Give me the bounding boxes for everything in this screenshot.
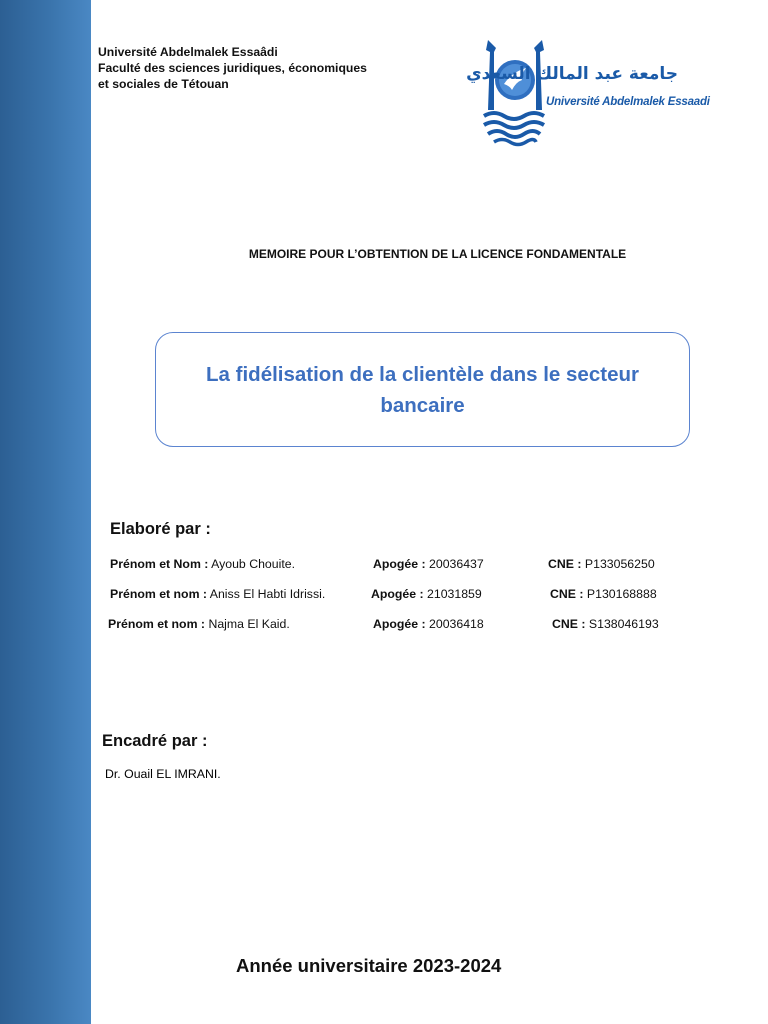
cne-value: P133056250 — [581, 557, 655, 571]
student-name-row — [110, 587, 325, 601]
cne-label: CNE : — [552, 617, 586, 631]
university-name: Université Abdelmalek Essaâdi — [98, 45, 278, 59]
encadre-heading: Encadré par : — [102, 732, 208, 750]
apogee-value: 20036437 — [425, 557, 484, 571]
elabore-heading: Elaboré par : — [110, 520, 211, 538]
logo-french-text: Université Abdelmalek Essaadi — [546, 96, 710, 108]
student-name: Ayoub Chouite. — [208, 557, 295, 571]
apogee-label: Apogée : — [371, 587, 424, 601]
logo-arabic-text: جامعة عبد المالك السعدي — [466, 64, 678, 84]
student-name-row — [110, 557, 295, 571]
name-label: Prénom et nom : — [108, 617, 206, 631]
cne-label: CNE : — [550, 587, 584, 601]
name-label: Prénom et nom : — [110, 587, 208, 601]
memoire-label: MEMOIRE POUR L’OBTENTION DE LA LICENCE FONDAMENTALE — [248, 247, 627, 261]
side-bar — [0, 0, 91, 1024]
faculty-name-line2: et sociales de Tétouan — [98, 77, 229, 91]
university-header — [98, 44, 398, 92]
student-cne — [548, 557, 655, 571]
student-apogee — [371, 587, 482, 601]
student-cne — [552, 617, 659, 631]
student-name: Aniss El Habti Idrissi. — [207, 587, 326, 601]
dove-waves-emblem-icon — [482, 36, 552, 148]
student-name: Najma El Kaid. — [205, 617, 290, 631]
university-logo — [466, 36, 710, 148]
supervisor-name: Dr. Ouail EL IMRANI. — [105, 767, 221, 781]
academic-year: Année universitaire 2023-2024 — [236, 955, 502, 976]
apogee-label: Apogée : — [373, 617, 426, 631]
cne-value: S138046193 — [585, 617, 659, 631]
apogee-label: Apogée : — [373, 557, 426, 571]
thesis-title: La fidélisation de la clientèle dans le secteur bancaire — [206, 362, 639, 417]
cne-label: CNE : — [548, 557, 582, 571]
student-apogee — [373, 557, 484, 571]
faculty-name-line1: Faculté des sciences juridiques, économiques — [98, 61, 367, 75]
name-label: Prénom et Nom : — [110, 557, 209, 571]
student-name-row — [108, 617, 290, 631]
apogee-value: 20036418 — [425, 617, 484, 631]
student-cne — [550, 587, 657, 601]
apogee-value: 21031859 — [423, 587, 482, 601]
student-apogee — [373, 617, 484, 631]
cne-value: P130168888 — [583, 587, 657, 601]
title-box — [155, 332, 690, 447]
